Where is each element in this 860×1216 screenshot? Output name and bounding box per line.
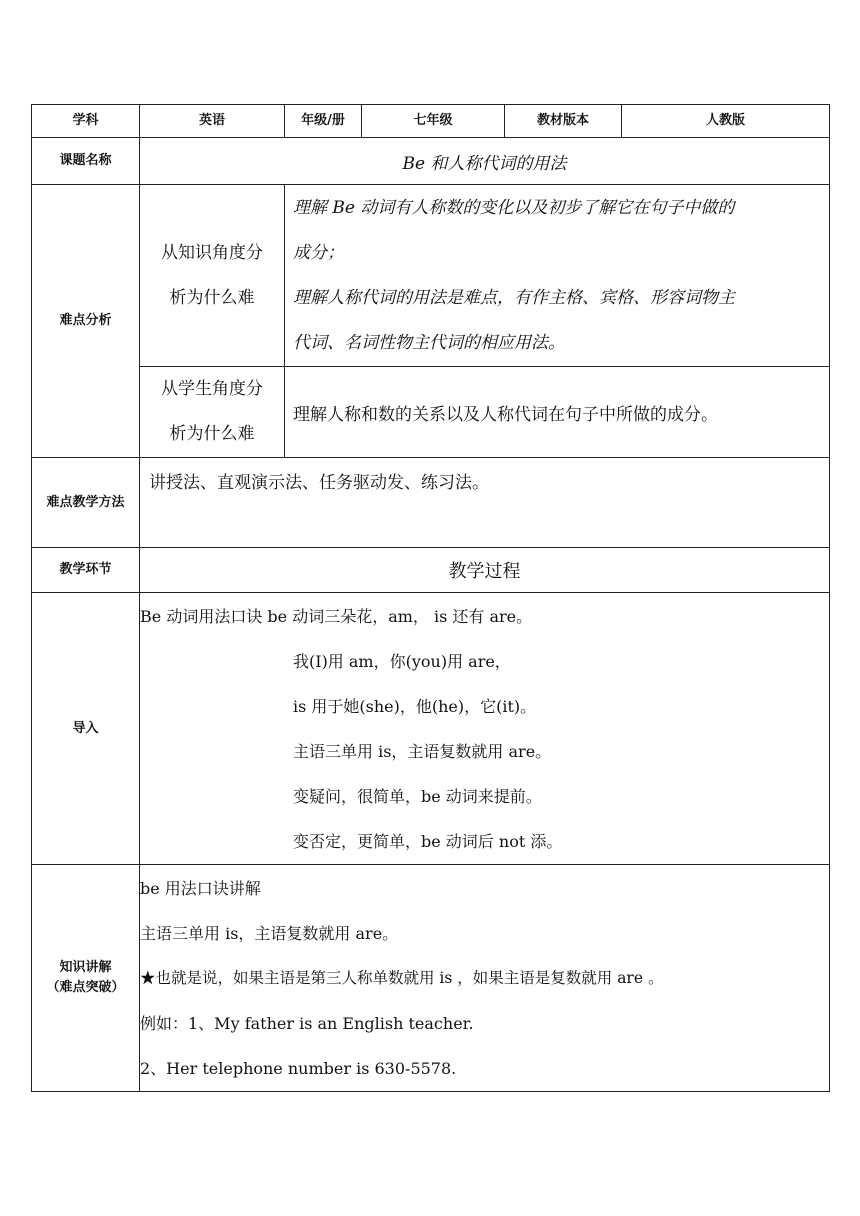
knowledge-label-line-2: （难点突破）	[46, 980, 125, 995]
knowledge-text-line: ★也就是说，如果主语是第三人称单数就用 is ，如果主语是复数就用 are 。	[140, 969, 664, 987]
subject-label: 学科	[32, 105, 140, 138]
student-angle-line-2: 析为什么难	[169, 424, 255, 444]
methods-row	[32, 458, 830, 548]
topic-value: Be 和人称代词的用法	[140, 138, 830, 185]
process-label: 教学环节	[32, 548, 140, 593]
student-analysis: 理解人称和数的关系以及人称代词在句子中所做的成分。	[285, 367, 830, 458]
knowledge-line: 代词、名词性物主代词的相应用法。	[293, 332, 565, 353]
grade-label: 年级/册	[285, 105, 362, 138]
lesson-plan-table	[31, 104, 830, 1092]
difficulty-knowledge-row	[32, 185, 830, 367]
verse-line: is 用于她(she)，他(he)，它(it)。	[293, 697, 537, 716]
knowledge-row	[32, 865, 830, 1092]
intro-label: 导入	[32, 593, 140, 865]
student-angle-line-1: 从学生角度分	[161, 379, 263, 399]
edition-label: 教材版本	[505, 105, 622, 138]
intro-row	[32, 593, 830, 865]
verse-line: 主语三单用 is，主语复数就用 are。	[293, 742, 552, 761]
verse-line: 变疑问，很简单，be 动词来提前。	[293, 787, 542, 806]
knowledge-label-line-1: 知识讲解	[59, 960, 112, 975]
knowledge-content	[140, 865, 830, 1092]
knowledge-text-line: 2、Her telephone number is 630-5578.	[140, 1059, 457, 1078]
knowledge-line: 理解 Be 动词有人称数的变化以及初步了解它在句子中做的	[293, 197, 735, 218]
knowledge-label	[32, 865, 140, 1092]
knowledge-text-line: 例如：1、My father is an English teacher.	[140, 1014, 474, 1033]
process-title: 教学过程	[140, 548, 830, 593]
student-angle-label	[140, 367, 285, 458]
knowledge-angle-line-2: 析为什么难	[169, 287, 255, 308]
methods-text: 讲授法、直观演示法、任务驱动发、练习法。	[140, 458, 830, 548]
knowledge-angle-line-1: 从知识角度分	[161, 242, 263, 263]
topic-row	[32, 138, 830, 185]
verse-line: 我(I)用 am，你(you)用 are，	[293, 652, 511, 671]
knowledge-line: 成分；	[293, 242, 344, 263]
header-row	[32, 105, 830, 138]
methods-label: 难点教学方法	[32, 458, 140, 548]
intro-first-line: Be 动词用法口诀 be 动词三朵花，am， is 还有 are。	[140, 607, 533, 626]
knowledge-analysis	[285, 185, 830, 367]
knowledge-text-line: be 用法口诀讲解	[140, 879, 261, 898]
difficulty-student-row	[32, 367, 830, 458]
process-row	[32, 548, 830, 593]
verse-line: 变否定，更简单，be 动词后 not 添。	[293, 832, 563, 851]
intro-content	[140, 593, 830, 865]
knowledge-text-line: 主语三单用 is，主语复数就用 are。	[140, 924, 399, 943]
difficulty-label: 难点分析	[32, 185, 140, 458]
topic-label: 课题名称	[32, 138, 140, 185]
edition-value: 人教版	[622, 105, 830, 138]
grade-value: 七年级	[362, 105, 505, 138]
subject-value: 英语	[140, 105, 285, 138]
knowledge-angle-label	[140, 185, 285, 367]
knowledge-line: 理解人称代词的用法是难点，有作主格、宾格、形容词物主	[293, 287, 735, 308]
